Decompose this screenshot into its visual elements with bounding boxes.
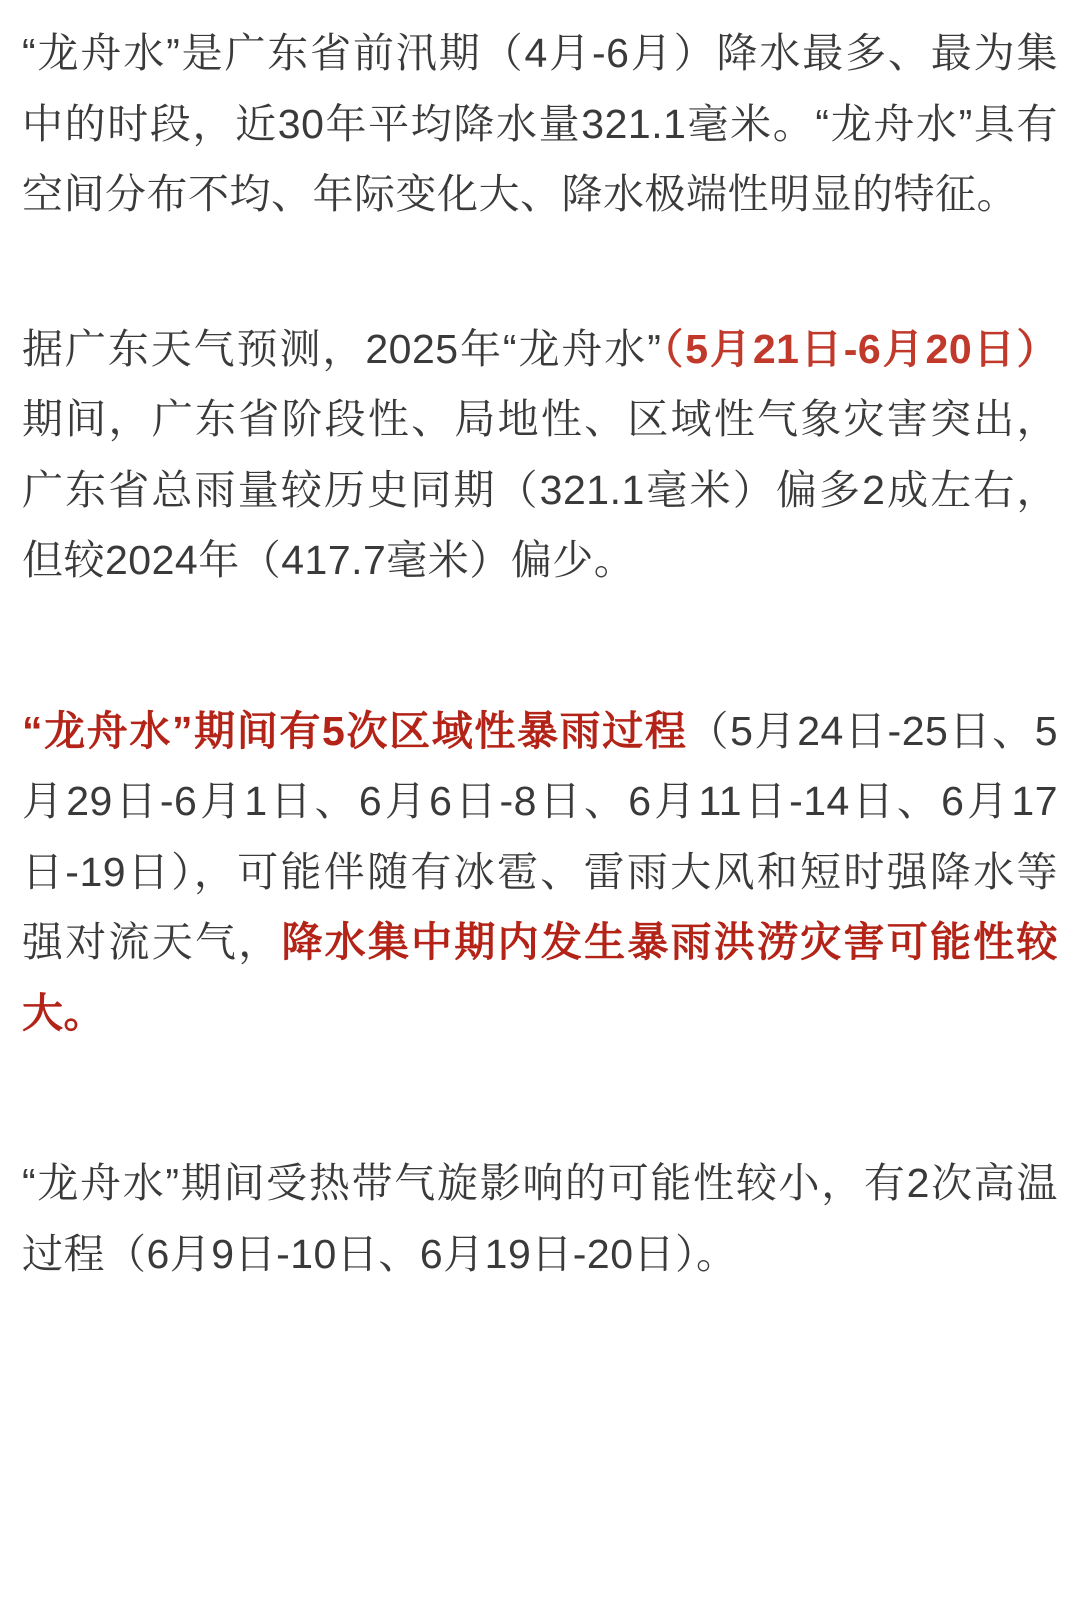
paragraph-1-text: “龙舟水”是广东省前汛期（4月-6月）降水最多、最为集中的时段，近30年平均降水量321.1毫米。“龙舟水”具有空间分布不均、年际变化大、降水极端性明显的特征。 — [22, 30, 1058, 218]
paragraph-2 — [22, 314, 1058, 596]
paragraph-spacer-2 — [22, 596, 1058, 696]
paragraph-3-warning-highlight: 降水集中期内发生暴雨洪涝灾害可能性较大。 — [22, 919, 1059, 1036]
paragraph-4-text: “龙舟水”期间受热带气旋影响的可能性较小，有2次高温过程（6月9日-10日、6月19日-20日）。 — [22, 1160, 1058, 1277]
paragraph-2-text-tail: 期间，广东省阶段性、局地性、区域性气象灾害突出，广东省总雨量较历史同期（321.1毫米）偏多2成左右，但较2024年（417.7毫米）偏少。 — [22, 396, 1058, 584]
paragraph-3-text-middle: （5月24日-25日、5月29日-6月1日、6月6日-8日、6月11日-14日、6月17日-19日），可能伴随有冰雹、雷雨大风和短时强降水等强对流天气， — [22, 707, 1058, 966]
paragraph-3-headline-highlight: “龙舟水”期间有5次区域性暴雨过程 — [22, 707, 688, 754]
paragraph-1 — [22, 18, 1058, 230]
paragraph-spacer-1 — [22, 230, 1058, 314]
paragraph-2-date-range-highlight: （5月21日-6月20日） — [661, 325, 1058, 372]
paragraph-4 — [22, 1148, 1058, 1289]
paragraph-3 — [22, 696, 1058, 1049]
paragraph-spacer-3 — [22, 1048, 1058, 1148]
paragraph-2-text-lead: 据广东天气预测，2025年“龙舟水” — [22, 325, 662, 372]
